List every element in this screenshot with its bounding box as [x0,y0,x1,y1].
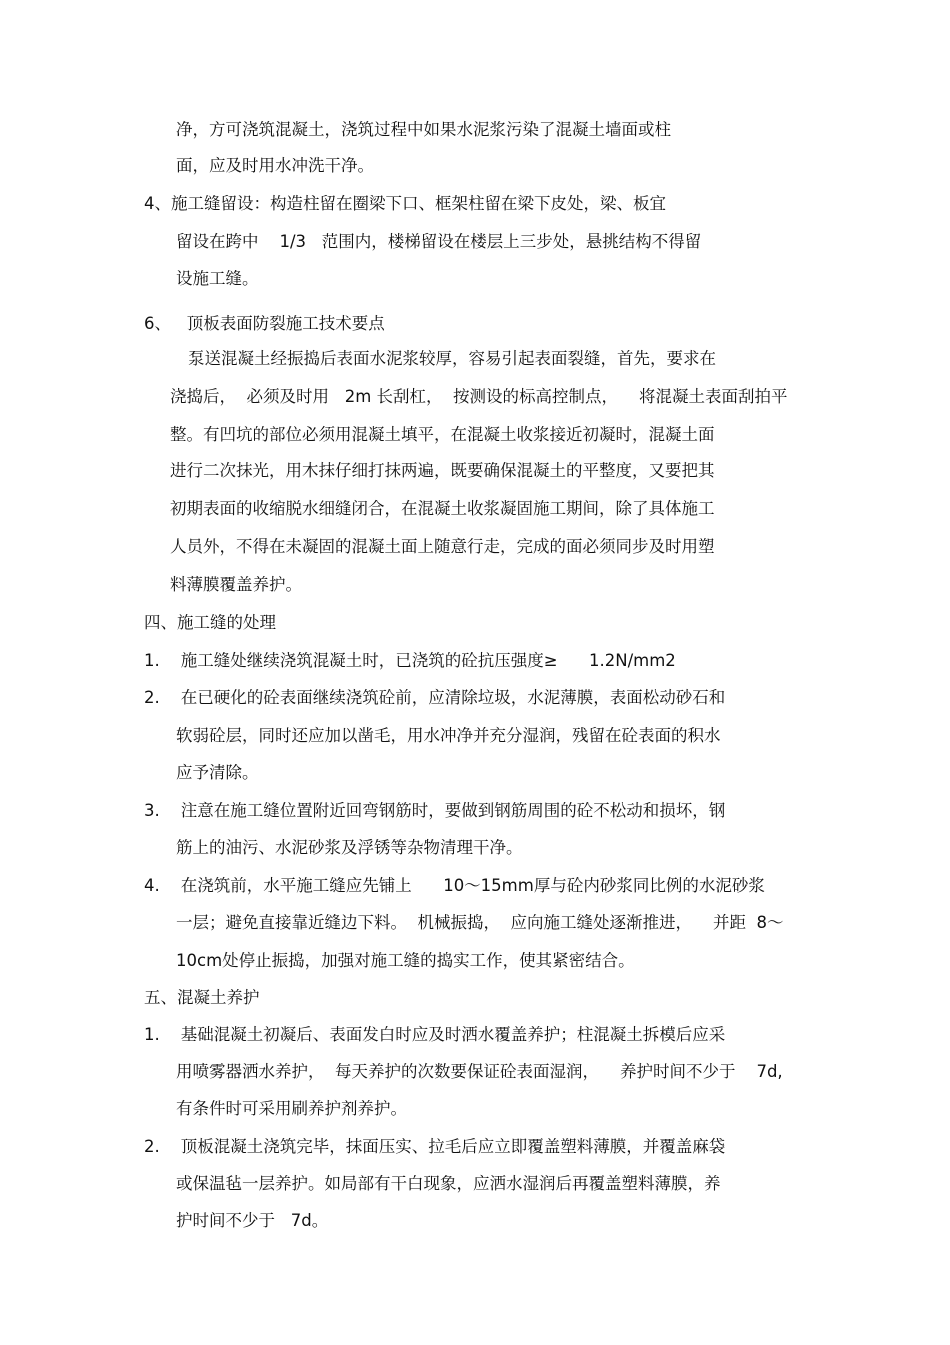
text-line: 筋上的油污、水泥砂浆及浮锈等杂物清理干净。 [176,838,523,857]
text-line: 设施工缝。 [176,269,259,288]
text-line: 一层；避免直接靠近缝边下料。 机械振捣， 应向施工缝处逐渐推进， 并距 8～ [176,913,784,932]
list-item: 1. 基础混凝土初凝后、表面发白时应及时洒水覆盖养护；柱混凝土拆模后应采 [144,1025,726,1044]
text-line: 留设在跨中 1/3 范围内，楼梯留设在楼层上三步处，悬挑结构不得留 [176,232,702,251]
list-item: 4. 在浇筑前，水平施工缝应先铺上 10～15mm厚与砼内砂浆同比例的水泥砂浆 [144,876,765,895]
text-line: 进行二次抹光，用木抹仔细打抹两遍，既要确保混凝土的平整度，又要把其 [170,461,715,480]
text-line: 浇捣后， 必须及时用 2m 长刮杠， 按测设的标高控制点， 将混凝土表面刮拍平 [170,387,788,406]
list-item: 3. 注意在施工缝位置附近回弯钢筋时，要做到钢筋周围的砼不松动和损坏，钢 [144,801,726,820]
section-heading: 五、混凝土养护 [144,988,260,1007]
list-item: 1. 施工缝处继续浇筑混凝土时，已浇筑的砼抗压强度≥ 1.2N/mm2 [144,651,676,670]
list-item: 2. 顶板混凝土浇筑完毕，抹面压实、拉毛后应立即覆盖塑料薄膜，并覆盖麻袋 [144,1137,726,1156]
text-line: 初期表面的收缩脱水细缝闭合，在混凝土收浆凝固施工期间，除了具体施工 [170,499,715,518]
text-line: 泵送混凝土经振捣后表面水泥浆较厚，容易引起表面裂缝，首先，要求在 [188,349,716,368]
section-heading: 四、施工缝的处理 [144,613,276,632]
section-heading: 6、 顶板表面防裂施工技术要点 [144,314,385,333]
text-line: 有条件时可采用刷养护剂养护。 [176,1099,407,1118]
text-line: 面，应及时用水冲洗干净。 [176,156,374,175]
text-line: 10cm处停止振捣，加强对施工缝的捣实工作，使其紧密结合。 [176,951,635,970]
text-line: 整。有凹坑的部位必须用混凝土填平，在混凝土收浆接近初凝时，混凝土面 [170,425,715,444]
text-line: 软弱砼层，同时还应加以凿毛，用水冲净并充分湿润，残留在砼表面的积水 [176,726,721,745]
text-line: 用喷雾器洒水养护， 每天养护的次数要保证砼表面湿润， 养护时间不少于 7d, [176,1062,783,1081]
text-line: 应予清除。 [176,763,259,782]
list-item: 2. 在已硬化的砼表面继续浇筑砼前，应清除垃圾，水泥薄膜，表面松动砂石和 [144,688,726,707]
list-item-heading: 4、施工缝留设：构造柱留在圈梁下口、框架柱留在梁下皮处，梁、板宜 [144,194,666,213]
text-line: 或保温毡一层养护。如局部有干白现象，应洒水湿润后再覆盖塑料薄膜，养 [176,1174,721,1193]
text-line: 护时间不少于 7d。 [176,1211,329,1230]
text-line: 人员外，不得在未凝固的混凝土面上随意行走，完成的面必须同步及时用塑 [170,537,715,556]
text-line: 料薄膜覆盖养护。 [170,575,302,594]
text-line: 净，方可浇筑混凝土，浇筑过程中如果水泥浆污染了混凝土墙面或柱 [176,120,671,139]
